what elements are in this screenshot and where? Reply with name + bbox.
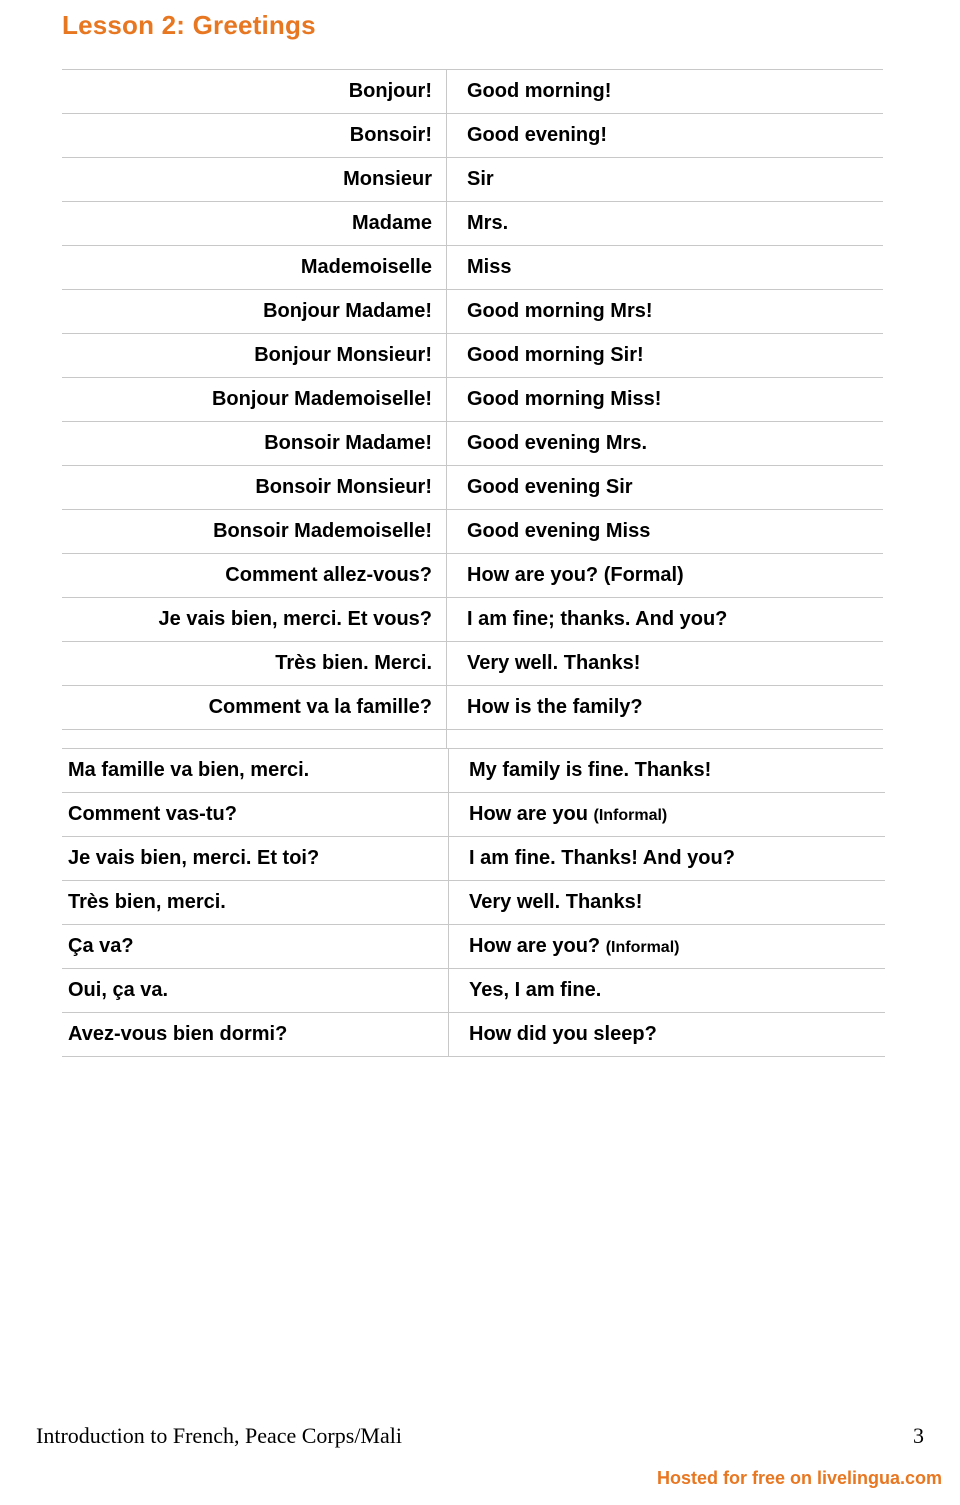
table-row [62, 1013, 885, 1057]
english-phrase [449, 793, 886, 837]
english-phrase: Good evening Sir [447, 466, 884, 510]
page-title: Lesson 2: Greetings [62, 10, 316, 40]
english-phrase: Mrs. [447, 202, 884, 246]
english-phrase: I am fine. Thanks! And you? [449, 837, 886, 881]
spacer-cell-left [62, 730, 447, 749]
english-phrase: Very well. Thanks! [447, 642, 884, 686]
english-phrase: Good morning Miss! [447, 378, 884, 422]
english-phrase: Good evening Mrs. [447, 422, 884, 466]
table-row [62, 837, 885, 881]
vocabulary-table-informal [62, 749, 885, 1057]
table-row [62, 378, 883, 422]
spacer-cell-right [447, 730, 884, 749]
table-row [62, 510, 883, 554]
table-row [62, 925, 885, 969]
english-phrase-text: How are you [469, 803, 594, 825]
table-row [62, 642, 883, 686]
register-note: (Informal) [593, 807, 668, 824]
french-phrase: Bonjour Madame! [62, 290, 447, 334]
english-phrase: How are you? (Formal) [447, 554, 884, 598]
french-phrase: Oui, ça va. [62, 969, 449, 1013]
english-phrase-text: How are you? [469, 935, 606, 957]
table-row [62, 969, 885, 1013]
english-phrase: Good morning Mrs! [447, 290, 884, 334]
hosted-notice: Hosted for free on livelingua.com [656, 1468, 942, 1488]
french-phrase: Ma famille va bien, merci. [62, 749, 449, 793]
english-phrase: Good evening! [447, 114, 884, 158]
vocabulary-table-informal-body [62, 749, 885, 1057]
document-page [0, 10, 960, 1505]
french-phrase: Avez-vous bien dormi? [62, 1013, 449, 1057]
vocabulary-table-formal-body [62, 70, 883, 749]
vocabulary-table-formal [62, 69, 883, 749]
french-phrase: Très bien. Merci. [62, 642, 447, 686]
table-row [62, 334, 883, 378]
english-phrase: Good morning Sir! [447, 334, 884, 378]
french-phrase: Monsieur [62, 158, 447, 202]
register-note: (Informal) [605, 939, 680, 956]
english-phrase: Yes, I am fine. [449, 969, 886, 1013]
page-number: 3 [913, 1423, 924, 1448]
french-phrase: Bonsoir Mademoiselle! [62, 510, 447, 554]
table-row [62, 598, 883, 642]
french-phrase: Je vais bien, merci. Et toi? [62, 837, 449, 881]
table-row [62, 202, 883, 246]
french-phrase: Mademoiselle [62, 246, 447, 290]
page-footer [36, 1423, 924, 1449]
english-phrase: Good morning! [447, 70, 884, 114]
table-row [62, 290, 883, 334]
table-row [62, 749, 885, 793]
english-phrase: How is the family? [447, 686, 884, 730]
french-phrase: Ça va? [62, 925, 449, 969]
table-row [62, 114, 883, 158]
english-phrase: Miss [447, 246, 884, 290]
english-phrase: Very well. Thanks! [449, 881, 886, 925]
english-phrase: I am fine; thanks. And you? [447, 598, 884, 642]
french-phrase: Comment vas-tu? [62, 793, 449, 837]
english-phrase: Good evening Miss [447, 510, 884, 554]
french-phrase: Bonsoir Madame! [62, 422, 447, 466]
french-phrase: Bonjour! [62, 70, 447, 114]
english-phrase [449, 925, 886, 969]
table-row [62, 554, 883, 598]
table-row [62, 466, 883, 510]
table-spacer-row [62, 730, 883, 749]
english-phrase: How did you sleep? [449, 1013, 886, 1057]
table-row [62, 158, 883, 202]
french-phrase: Madame [62, 202, 447, 246]
french-phrase: Bonjour Mademoiselle! [62, 378, 447, 422]
french-phrase: Je vais bien, merci. Et vous? [62, 598, 447, 642]
table-row [62, 70, 883, 114]
french-phrase: Comment va la famille? [62, 686, 447, 730]
table-row [62, 793, 885, 837]
french-phrase: Comment allez-vous? [62, 554, 447, 598]
english-phrase: My family is fine. Thanks! [449, 749, 886, 793]
french-phrase: Très bien, merci. [62, 881, 449, 925]
table-row [62, 881, 885, 925]
english-phrase: Sir [447, 158, 884, 202]
french-phrase: Bonsoir Monsieur! [62, 466, 447, 510]
table-row [62, 422, 883, 466]
french-phrase: Bonjour Monsieur! [62, 334, 447, 378]
french-phrase: Bonsoir! [62, 114, 447, 158]
footer-source: Introduction to French, Peace Corps/Mali [36, 1423, 402, 1448]
table-row [62, 686, 883, 730]
table-row [62, 246, 883, 290]
